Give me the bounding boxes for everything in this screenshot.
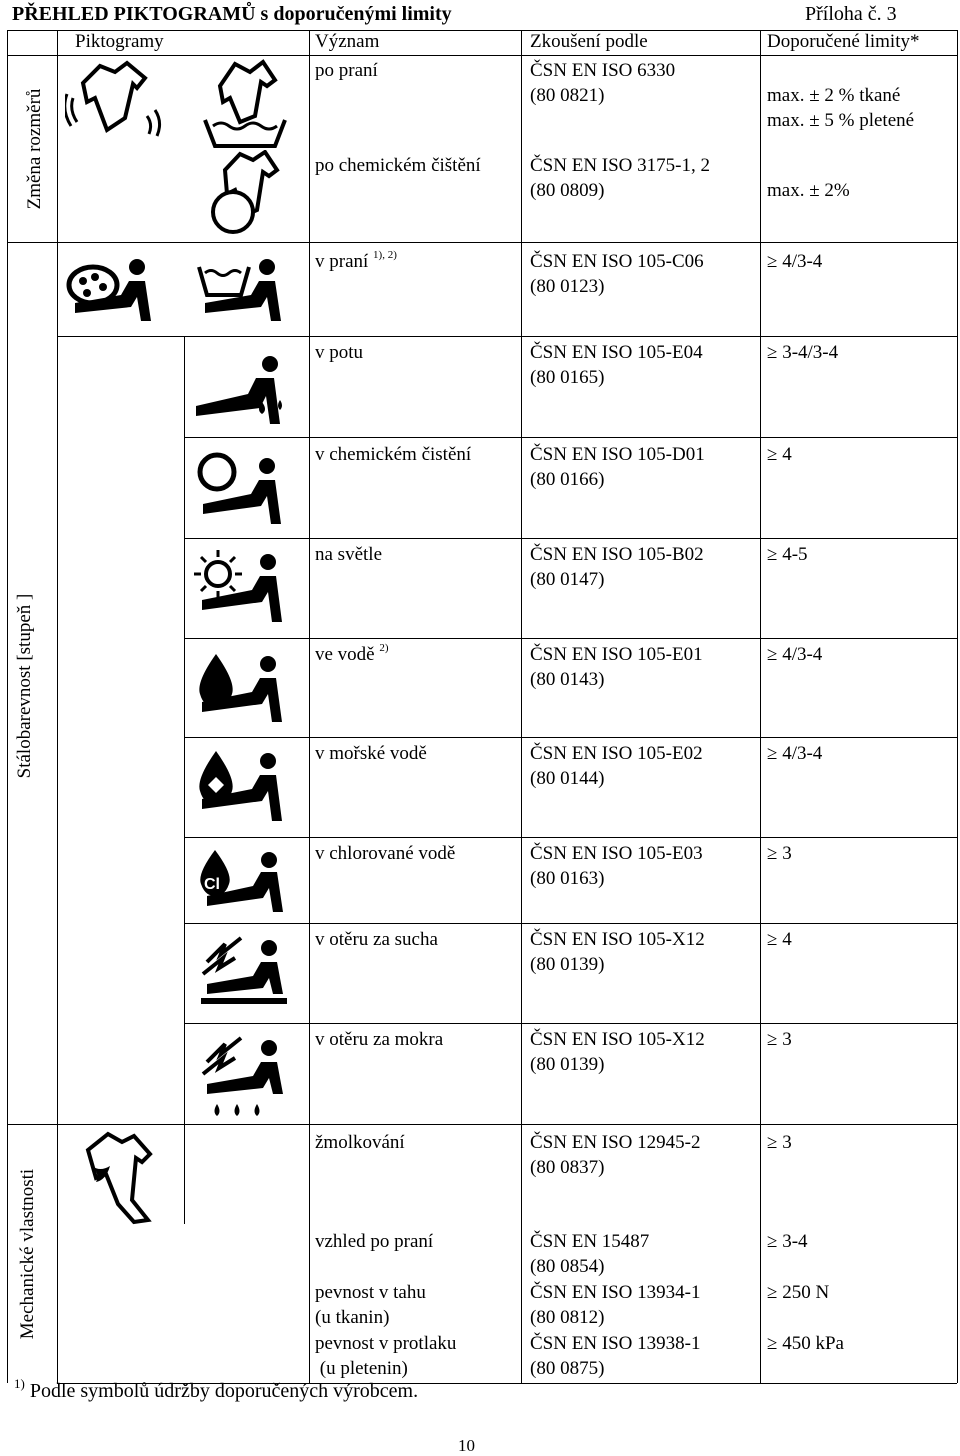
row-limit: ≥ 3-4 bbox=[767, 1231, 808, 1252]
annex-label: Příloha č. 3 bbox=[805, 3, 897, 25]
row-code: (80 0812) bbox=[530, 1307, 605, 1328]
drycleaning-shirt-icon bbox=[195, 150, 295, 242]
row-code: (80 0166) bbox=[530, 469, 605, 490]
row-code: (80 0165) bbox=[530, 367, 605, 388]
col-header-pictograms: Piktogramy bbox=[75, 31, 164, 52]
row-standard: ČSN EN ISO 6330 bbox=[530, 60, 676, 81]
row-standard: ČSN EN ISO 105-E04 bbox=[530, 342, 703, 363]
section-label-colorfastness: Stálobarevnost [stupeň ] bbox=[14, 593, 35, 779]
dry-rubbing-icon bbox=[195, 932, 290, 1012]
col-header-meaning: Význam bbox=[315, 31, 380, 52]
row-code: (80 0837) bbox=[530, 1157, 605, 1178]
row-meaning-footnote: 1), 2) bbox=[373, 249, 397, 261]
footnote-mark: 1) bbox=[14, 1376, 25, 1391]
row-standard: ČSN EN ISO 105-X12 bbox=[530, 929, 705, 950]
row-limit: ≥ 4/3-4 bbox=[767, 644, 823, 665]
page-number: 10 bbox=[458, 1436, 475, 1455]
page-title: PŘEHLED PIKTOGRAMŮ s doporučenými limity bbox=[12, 3, 452, 25]
row-meaning: v chlorované vodě bbox=[315, 843, 456, 864]
row-limit: ≥ 4 bbox=[767, 929, 792, 950]
row-code: (80 0144) bbox=[530, 768, 605, 789]
row-limit: ≥ 3 bbox=[767, 1029, 792, 1050]
svg-text:Cl: Cl bbox=[204, 876, 220, 893]
row-code: (80 0139) bbox=[530, 1054, 605, 1075]
washing-fastness-icon bbox=[195, 255, 290, 325]
row-code: (80 0123) bbox=[530, 276, 605, 297]
row-meaning: v otěru za mokra bbox=[315, 1029, 444, 1050]
row-code: (80 0143) bbox=[530, 669, 605, 690]
seawater-fastness-icon bbox=[192, 747, 290, 825]
row-standard: ČSN EN ISO 3175-1, 2 bbox=[530, 155, 710, 176]
row-limit: ≥ 4/3-4 bbox=[767, 743, 823, 764]
row-code: (80 0163) bbox=[530, 868, 605, 889]
row-limit: ≥ 450 kPa bbox=[767, 1333, 844, 1354]
row-meaning: v otěru za sucha bbox=[315, 929, 438, 950]
footnote-text: Podle symbolů údržby doporučených výrobcem. bbox=[24, 1380, 419, 1402]
row-limit: max. ± 2% bbox=[767, 180, 850, 201]
chlorine-fastness-icon bbox=[195, 848, 290, 916]
row-code: (80 0139) bbox=[530, 954, 605, 975]
row-limit: ≥ 250 N bbox=[767, 1282, 830, 1303]
row-limit: ≥ 3-4/3-4 bbox=[767, 342, 839, 363]
section-label-dimension-change: Změna rozměrů bbox=[24, 88, 45, 210]
row-meaning: v praní $^{1), 2)}$ bbox=[315, 249, 397, 272]
row-meaning: v chemickém čistění bbox=[315, 444, 472, 465]
row-code: (80 0854) bbox=[530, 1256, 605, 1277]
col-header-limits: Doporučené limity* bbox=[767, 31, 920, 52]
perspiration-fastness-icon bbox=[190, 350, 290, 430]
row-standard: ČSN EN ISO 13938-1 bbox=[530, 1333, 701, 1354]
row-meaning-secondary: (u tkanin) bbox=[315, 1307, 390, 1328]
row-standard: ČSN EN ISO 105-E01 bbox=[530, 644, 703, 665]
row-code: (80 0809) bbox=[530, 180, 605, 201]
col-header-test: Zkoušení podle bbox=[530, 31, 648, 52]
row-standard: ČSN EN ISO 105-C06 bbox=[530, 251, 704, 272]
row-limit: max. ± 2 % tkané bbox=[767, 85, 901, 106]
row-meaning: pevnost v protlaku bbox=[315, 1333, 457, 1354]
row-meaning: po praní bbox=[315, 60, 378, 81]
row-standard: ČSN EN ISO 105-E02 bbox=[530, 743, 703, 764]
row-standard: ČSN EN ISO 12945-2 bbox=[530, 1132, 701, 1153]
row-meaning: pevnost v tahu bbox=[315, 1282, 426, 1303]
row-meaning: vzhled po praní bbox=[315, 1231, 434, 1252]
shaking-shirt-icon bbox=[65, 58, 165, 148]
row-standard: ČSN EN ISO 105-D01 bbox=[530, 444, 705, 465]
row-standard: ČSN EN 15487 bbox=[530, 1231, 650, 1252]
row-meaning: na světle bbox=[315, 544, 383, 565]
row-code: (80 0875) bbox=[530, 1358, 605, 1379]
row-meaning: v mořské vodě bbox=[315, 743, 427, 764]
drycleaning-fastness-icon bbox=[195, 452, 290, 528]
pilling-icon bbox=[78, 1130, 158, 1230]
wet-rubbing-icon bbox=[195, 1032, 290, 1122]
row-limit-secondary: max. ± 5 % pletené bbox=[767, 110, 915, 131]
row-standard: ČSN EN ISO 105-E03 bbox=[530, 843, 703, 864]
row-meaning: po chemickém čištění bbox=[315, 155, 481, 176]
row-meaning: v potu bbox=[315, 342, 364, 363]
row-limit: ≥ 3 bbox=[767, 843, 792, 864]
row-standard: ČSN EN ISO 105-B02 bbox=[530, 544, 704, 565]
washing-shirt-icon bbox=[195, 58, 295, 153]
light-fastness-icon bbox=[192, 548, 290, 626]
row-code: (80 0821) bbox=[530, 85, 605, 106]
row-meaning-footnote: 2) bbox=[379, 642, 389, 654]
row-meaning: ve vodě $^{2)}$ bbox=[315, 642, 389, 665]
row-limit: ≥ 4/3-4 bbox=[767, 251, 823, 272]
footnote bbox=[14, 1376, 419, 1403]
row-standard: ČSN EN ISO 105-X12 bbox=[530, 1029, 705, 1050]
section-label-mechanical: Mechanické vlastnosti bbox=[17, 1168, 38, 1340]
water-fastness-icon bbox=[192, 650, 290, 726]
row-meaning-secondary: (u pletenin) bbox=[315, 1358, 408, 1379]
row-limit: ≥ 4 bbox=[767, 444, 792, 465]
row-standard: ČSN EN ISO 13934-1 bbox=[530, 1282, 701, 1303]
palette-fastness-icon bbox=[65, 255, 160, 325]
row-limit: ≥ 4-5 bbox=[767, 544, 808, 565]
row-limit: ≥ 3 bbox=[767, 1132, 792, 1153]
row-code: (80 0147) bbox=[530, 569, 605, 590]
row-meaning: žmolkování bbox=[315, 1132, 405, 1153]
